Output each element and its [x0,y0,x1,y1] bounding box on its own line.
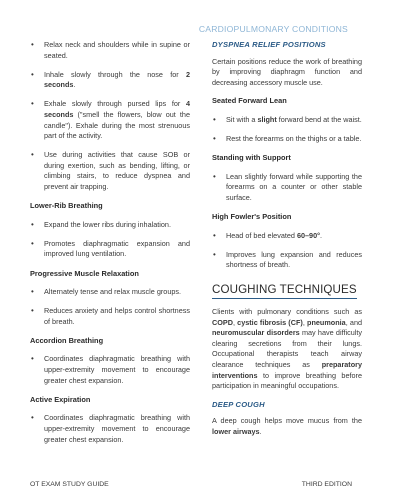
right-column [212,40,362,446]
intro-bullet-list [30,40,190,193]
text-run: Relax neck and shoulders while in supine or seated. [44,40,190,60]
bold-text: slight [257,114,277,124]
coughing-paragraph [212,307,362,392]
page-header: CARDIOPULMONARY CONDITIONS [198,24,348,34]
bullet-item [212,134,362,145]
text-run: forward bend at the waist. [276,114,362,124]
section-bullet-list [30,354,190,386]
text-run: . [73,80,76,90]
bold-text: 4 seconds [44,99,190,119]
bullet-item: • Promotes diaphragmatic expansion and improved lung ventilation. [30,239,190,260]
bullet-item [212,250,362,271]
text-run: A deep cough helps move mucus from the [212,416,362,426]
footer-right: THIRD EDITION [301,481,352,488]
left-column [30,40,190,454]
deep-cough-paragraph [212,416,362,437]
bullet-item [212,115,362,126]
left-sections [30,201,190,445]
text-run: , [232,317,238,327]
text-run: to improve breathing before participation in meaningful occupations. [212,370,362,391]
position-bullet-list [212,172,362,204]
text-run: Lean slightly forward while supporting the forearms on a counter or other stable surface. [226,171,362,202]
position-heading: Seated Forward Lean [212,96,287,106]
text-run: . [259,426,262,436]
bullet-item: • Coordinates diaphragmatic breathing with upper-extremity movement to encourage greater chest expansion. [30,354,190,386]
text-run: Inhale slowly through the nose for [44,69,186,79]
bold-text: cystic fibrosis (CF) [237,317,303,327]
coughing-techniques-title: COUGHING TECHNIQUES [212,285,357,299]
section-heading: Lower-Rib Breathing [30,201,103,211]
bold-text: lower airways [212,426,260,436]
bold-text: 2 seconds [44,69,190,90]
position-bullet-list [212,115,362,145]
text-run: Improves lung expansion and reduces shortness of breath. [226,249,362,270]
text-run: may have difficulty clearing secretions from their lungs. Occupational therapists teach airway clearance techniques as [212,328,362,369]
positions-list [212,96,362,271]
bullet-item: • Expand the lower ribs during inhalation. [30,220,190,231]
position-bullet-list [212,231,362,271]
bold-text: preparatory interventions [212,359,362,380]
bullet-item [30,99,190,141]
text-run: . [320,230,323,240]
bullet-item [212,172,362,204]
dyspnea-section-title: DYSPNEA RELIEF POSITIONS [212,40,326,49]
bold-text: 60–90° [296,230,321,240]
section-heading: Progressive Muscle Relaxation [30,268,139,278]
bold-text: neuromuscular disorders [212,328,300,338]
bullet-item: • Coordinates diaphragmatic breathing with upper-extremity movement to encourage greater chest expansion. [30,413,190,445]
position-heading: High Fowler's Position [212,212,292,222]
text-run: Clients with pulmonary conditions such as [212,307,362,316]
section-bullet-list [30,413,190,445]
dyspnea-intro-paragraph: Certain positions reduce the work of breathing by improving diaphragm function and decreasing accessory muscle use. [212,56,362,87]
bullet-item [212,231,362,242]
text-run: Sit with a [226,114,258,124]
bold-text: pneumonia [307,317,346,327]
text-run: , and [345,317,363,327]
section-bullet-list [30,287,190,327]
bullet-item: • Alternately tense and relax muscle groups. [30,287,190,298]
text-run: Use during activities that cause SOB or during exertion, such as bending, lifting, or climbing stairs, to reduce dyspnea and prevent air trapping. [44,150,190,192]
deep-cough-title: DEEP COUGH [212,399,265,409]
text-run: Rest the forearms on the thighs or a table. [226,134,362,144]
section-heading: Active Expiration [30,394,91,404]
bullet-item: • Reduces anxiety and helps control shortness of breath. [30,306,190,327]
bold-text: COPD [212,317,233,327]
text-run: Exhale slowly through pursed lips for [44,99,186,109]
text-run: ("smell the flowers, blow out the candle"). Exhale during the most strenuous part of the activity. [44,109,190,141]
bullet-item [30,150,190,192]
bullet-item [30,70,190,91]
section-bullet-list [30,220,190,260]
footer-left: OT EXAM STUDY GUIDE [30,481,109,488]
section-heading: Accordion Breathing [30,335,104,345]
text-run: Head of bed elevated [226,230,297,240]
text-run: , [302,317,308,327]
position-heading: Standing with Support [212,153,291,163]
bullet-item [30,40,190,61]
